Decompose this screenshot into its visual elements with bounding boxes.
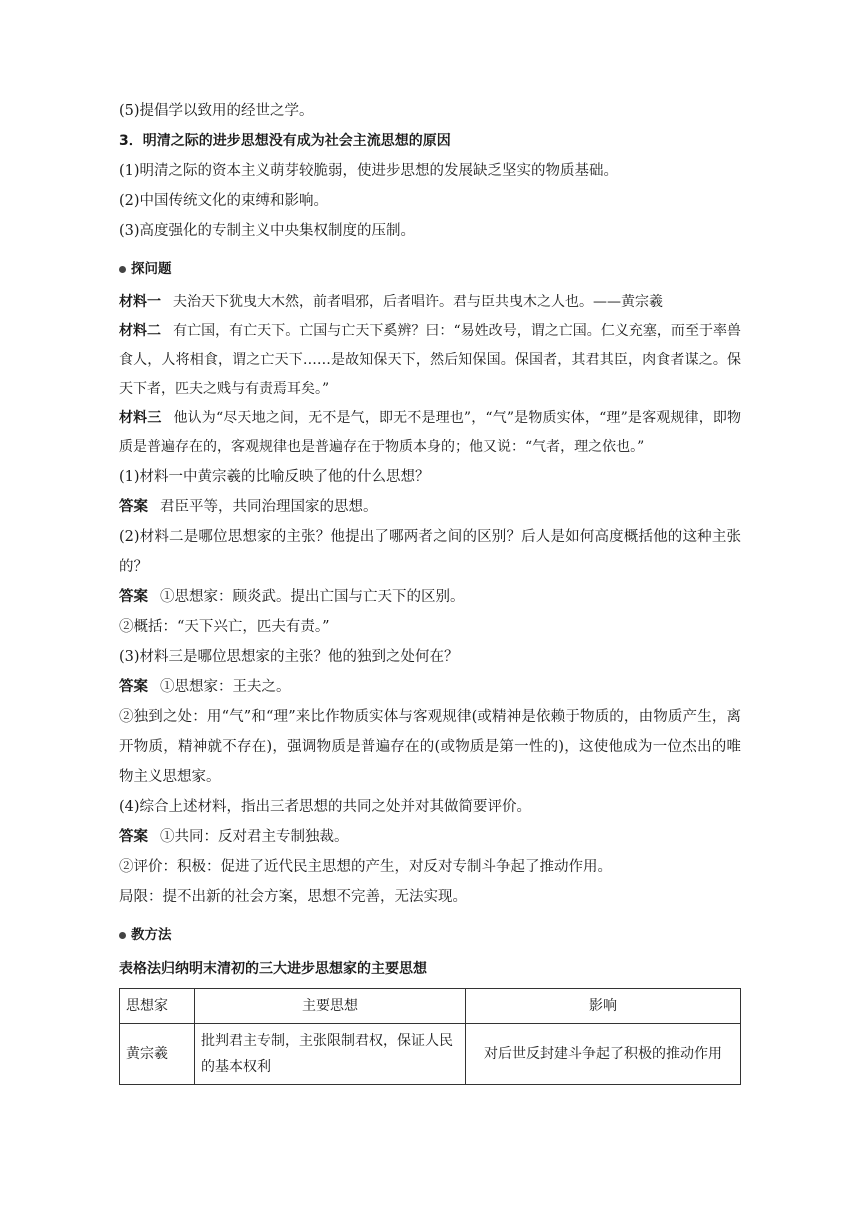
answer-text: ①共同：反对君主专制独裁。 bbox=[160, 829, 349, 845]
material-text: 有亡国，有亡天下。亡国与亡天下奚辨？曰：“易姓改号，谓之亡国。仁义充塞，而至于率兽食人，人将相食，谓之亡天下……是故知保天下，然后知保国。保国者，其君其臣，肉食者谋之。保天下者，匹夫之贱与有责焉耳矣。” bbox=[119, 323, 742, 397]
question: (1)材料一中黄宗羲的比喻反映了他的什么思想？ bbox=[119, 469, 430, 485]
table-header-cell: 思想家 bbox=[120, 989, 195, 1024]
section-header-method bbox=[119, 920, 741, 950]
table-header-cell: 影响 bbox=[466, 989, 741, 1024]
table-cell: 对后世反封建斗争起了积极的推动作用 bbox=[466, 1024, 741, 1085]
question: (2)材料二是哪位思想家的主张？他提出了哪两者之间的区别？后人是如何高度概括他的这种主张的？ bbox=[119, 529, 741, 575]
answer-label: 答案 bbox=[119, 589, 148, 605]
answer-label: 答案 bbox=[119, 829, 148, 845]
table-header-cell: 主要思想 bbox=[195, 989, 466, 1024]
text-line: (1)明清之际的资本主义萌芽较脆弱，使进步思想的发展缺乏坚实的物质基础。 bbox=[119, 163, 619, 179]
table-cell: 黄宗羲 bbox=[120, 1024, 195, 1085]
answer-text: ②评价：积极：促进了近代民主思想的产生，对反对专制斗争起了推动作用。 bbox=[119, 859, 612, 875]
question: (4)综合上述材料，指出三者思想的共同之处并对其做简要评价。 bbox=[119, 799, 532, 815]
answer-text: ①思想家：顾炎武。提出亡国与亡天下的区别。 bbox=[160, 589, 465, 605]
answer-text: ①思想家：王夫之。 bbox=[160, 679, 291, 695]
material-text: 他认为“尽天地之间，无不是气，即无不是理也”，“气”是物质实体，“理”是客观规律，即物质是普遍存在的，客观规律也是普遍存在于物质本身的；他又说：“气者，理之依也。” bbox=[119, 410, 742, 455]
answer-text: 局限：提不出新的社会方案，思想不完善，无法实现。 bbox=[119, 889, 467, 905]
material-text: 夫治天下犹曳大木然，前者唱邪，后者唱许。君与臣共曳木之人也。——黄宗羲 bbox=[173, 294, 663, 310]
material-label: 材料二 bbox=[119, 323, 162, 339]
material-block bbox=[119, 317, 741, 404]
answer bbox=[119, 672, 741, 702]
answer bbox=[119, 492, 741, 522]
answer-text: ②概括：“天下兴亡，匹夫有责。” bbox=[119, 619, 330, 635]
thinkers-table bbox=[119, 988, 741, 1085]
answer-text: ②独到之处：用“气”和“理”来比作物质实体与客观规律(或精神是依赖于物质的，由物质产生，离开物质，精神就不存在)，强调物质是普遍存在的(或物质是第一性的)，这使他成为一位杰出的唯物主义思想家。 bbox=[119, 709, 741, 785]
section-title: 教方法 bbox=[131, 927, 172, 943]
section-header-explore bbox=[119, 254, 741, 284]
answer bbox=[119, 822, 741, 852]
section-title: 探问题 bbox=[131, 261, 172, 277]
answer bbox=[119, 582, 741, 612]
document-page bbox=[119, 96, 741, 1085]
table-header-row bbox=[120, 989, 741, 1024]
material-label: 材料三 bbox=[119, 410, 162, 426]
question: (3)材料三是哪位思想家的主张？他的独到之处何在？ bbox=[119, 649, 459, 665]
answer-label: 答案 bbox=[119, 499, 148, 515]
material-block bbox=[119, 404, 741, 462]
subheading: 3．明清之际的进步思想没有成为社会主流思想的原因 bbox=[119, 133, 451, 149]
table-title: 表格法归纳明末清初的三大进步思想家的主要思想 bbox=[119, 961, 427, 977]
table-cell: 批判君主专制，主张限制君权，保证人民的基本权利 bbox=[195, 1024, 466, 1085]
material-label: 材料一 bbox=[119, 294, 161, 310]
answer-label: 答案 bbox=[119, 679, 148, 695]
answer-text: 君臣平等，共同治理国家的思想。 bbox=[160, 499, 378, 515]
text-line: (3)高度强化的专制主义中央集权制度的压制。 bbox=[119, 223, 416, 239]
bullet-dot-icon bbox=[119, 932, 126, 939]
material-block bbox=[119, 288, 741, 317]
table-row bbox=[120, 1024, 741, 1085]
text-line: (5)提倡学以致用的经世之学。 bbox=[119, 103, 314, 119]
text-line: (2)中国传统文化的束缚和影响。 bbox=[119, 193, 329, 209]
bullet-dot-icon bbox=[119, 266, 126, 273]
